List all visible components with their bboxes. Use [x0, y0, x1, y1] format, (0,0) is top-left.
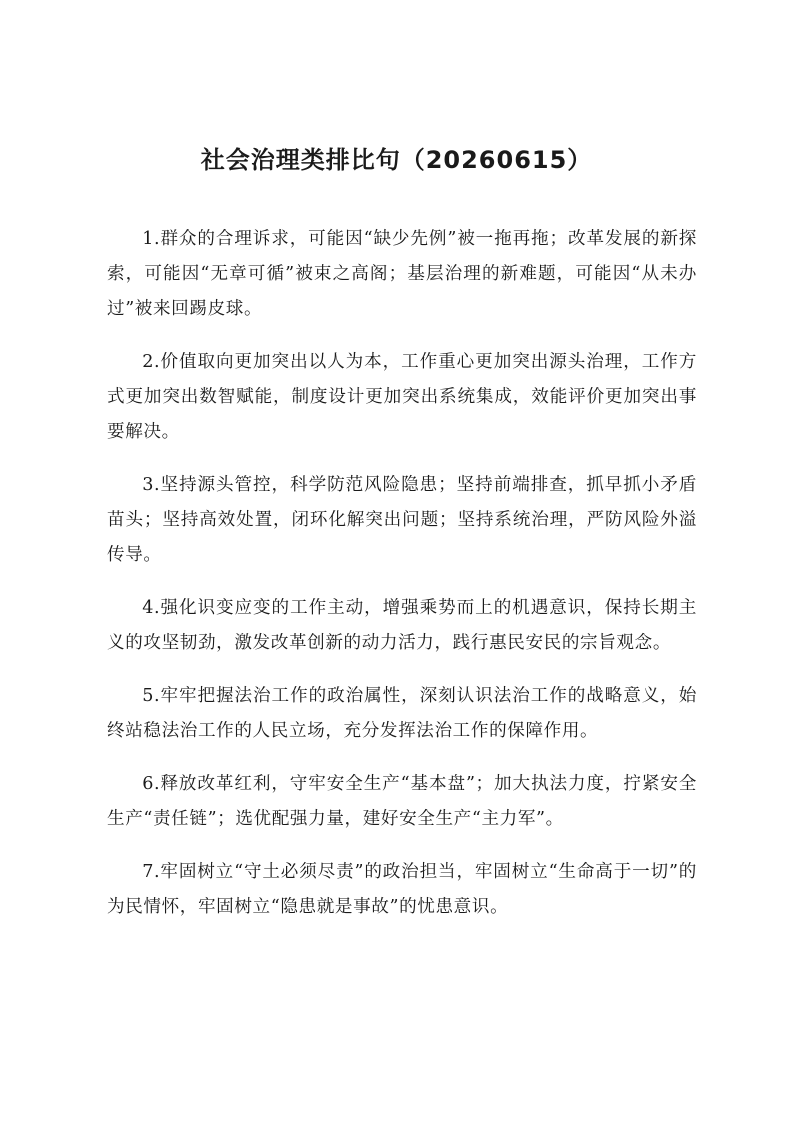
paragraph-2: 2.价值取向更加突出以人为本，工作重心更加突出源头治理，工作方式更加突出数智赋能，制度设计更加突出系统集成，效能评价更加突出事要解决。 — [107, 352, 697, 442]
paragraph-6: 6.释放改革红利，守牢安全生产“基本盘”；加大执法力度，拧紧安全生产“责任链”；选优配强力量，建好安全生产“主力军”。 — [107, 774, 697, 829]
paragraph-4: 4.强化识变应变的工作主动，增强乘势而上的机遇意识，保持长期主义的攻坚韧劲，激发改革创新的动力活力，践行惠民安民的宗旨观念。 — [107, 598, 697, 653]
paragraph-1: 1.群众的合理诉求，可能因“缺少先例”被一拖再拖；改革发展的新探索，可能因“无章可循”被束之高阁；基层治理的新难题，可能因“从未办过”被来回踢皮球。 — [107, 229, 697, 319]
document-body — [107, 222, 697, 943]
paragraph-5: 5.牢牢把握法治工作的政治属性，深刻认识法治工作的战略意义，始终站稳法治工作的人民立场，充分发挥法治工作的保障作用。 — [107, 686, 697, 741]
paragraph-3: 3.坚持源头管控，科学防范风险隐患；坚持前端排查，抓早抓小矛盾苗头；坚持高效处置，闭环化解突出问题；坚持系统治理，严防风险外溢传导。 — [107, 475, 697, 565]
paragraph-7: 7.牢固树立“守土必须尽责”的政治担当，牢固树立“生命高于一切”的为民情怀，牢固树立“隐患就是事故”的忧患意识。 — [107, 862, 697, 917]
document-title: 社会治理类排比句（20260615） — [200, 146, 593, 174]
